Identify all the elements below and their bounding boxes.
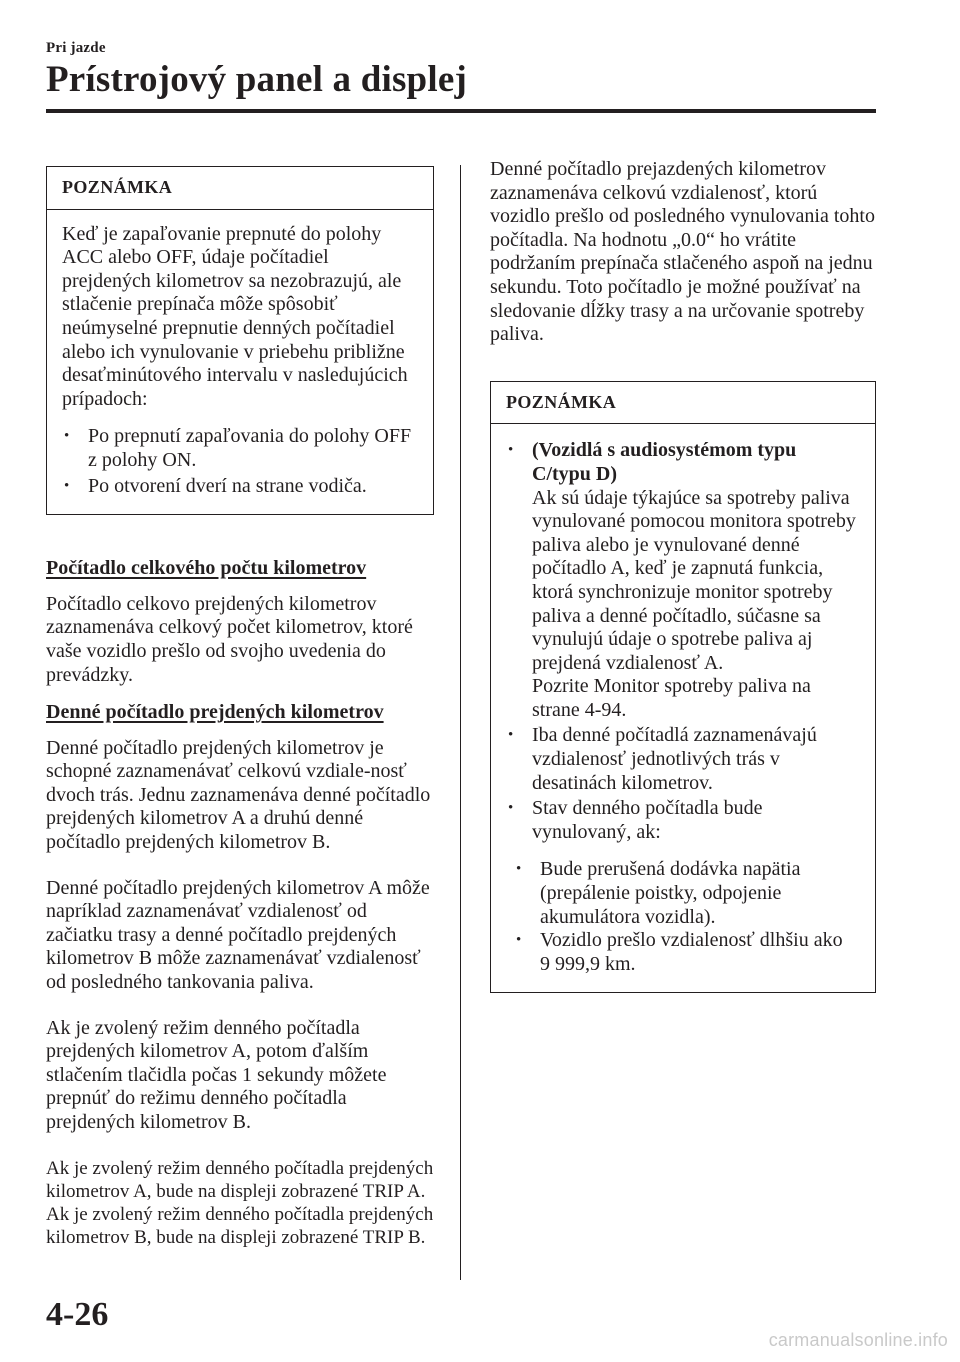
list-item: • (Vozidlá s audiosystémom typu C/typu D) Ak sú údaje týkajúce sa spotreby paliva vynulované pomocou monitora spotreby paliva alebo je vynulované denné počítadlo A, keď je zapnutá funkcia, ktorá synchronizuje monitor spotreby paliva a denné počítadlo, súčasne sa vynulujú údaje o spotrebe paliva aj prejdená vzdialenosť A. Pozrite Monitor spotreby paliva na strane 4-94. — [508, 439, 856, 721]
watermark: carmanualsonline.info — [768, 1330, 948, 1350]
left-column — [46, 166, 434, 1249]
right-column — [490, 158, 876, 993]
note-heading: POZNÁMKA — [47, 167, 433, 210]
bullet-icon: • — [64, 428, 70, 445]
bullet-icon: • — [508, 727, 514, 744]
bullet-icon: • — [516, 932, 522, 949]
list-item: • Vozidlo prešlo vzdialenosť dlhšiu ako 9 999,9 km. — [516, 929, 843, 975]
bullet-icon: • — [516, 861, 522, 878]
list-item: • Iba denné počítadlá zaznamenávajú vzdialenosť jednotlivých trás v desatinách kilometrov. — [508, 724, 817, 794]
page-reference: Pozrite Monitor spotreby paliva na strane 4-94. — [532, 675, 811, 721]
list-item: • Bude prerušená dodávka napätia (prepálenie poistky, odpojenie akumulátora vozidla). — [516, 858, 801, 928]
trip-paragraph-3: Ak je zvolený režim denného počítadla prejdených kilometrov A, potom ďalším stlačením tlačidla počas 1 sekundy môžete prepnúť do režimu denného počítadla prejdených kilometrov B. — [46, 1016, 387, 1133]
page-number: 4-26 — [46, 1296, 109, 1333]
note-heading: POZNÁMKA — [491, 382, 875, 425]
trip-paragraph-2: Denné počítadlo prejdených kilometrov A môže napríklad zaznamenávať vzdialenosť od začiatku trasy a denné počítadlo prejdených kilometrov B môže zaznamenávať vzdialenosť od posledného tankovania paliva. — [46, 876, 430, 994]
trip-intro-paragraph: Denné počítadlo prejazdených kilometrov zaznamenáva celkovú vzdialenosť, ktorú vozidlo prešlo od posledného vynulovania tohto počítadla. Na hodnotu „0.0“ ho vrátite podržaním prepínača stlačeného aspoň na jednu sekundu. Toto počítadlo je možné používať na sledovanie dĺžky trasy a na určovanie spotreby paliva. — [490, 158, 875, 346]
trip-meter-heading: Denné počítadlo prejdených kilometrov — [46, 701, 384, 724]
note-box-left — [46, 166, 434, 515]
bullet-icon: • — [508, 442, 514, 459]
column-divider — [460, 165, 461, 1280]
page-title: Prístrojový panel a displej — [46, 59, 467, 100]
note-box-right — [490, 381, 876, 994]
bullet-icon: • — [64, 477, 70, 494]
list-item: • Stav denného počítadla bude vynulovaný, ak: — [508, 797, 763, 843]
trip-paragraph-4: Ak je zvolený režim denného počítadla prejdených kilometrov A, bude na displeji zobrazené TRIP A. Ak je zvolený režim denného počítadla prejdených kilometrov B, bude na displeji zobrazené TRIP B. — [46, 1157, 434, 1248]
bullet-icon: • — [508, 800, 514, 817]
odometer-heading: Počítadlo celkového počtu kilometrov — [46, 557, 367, 580]
section-label: Pri jazde — [46, 40, 106, 56]
note-body — [47, 210, 433, 515]
sub-list — [516, 858, 857, 976]
list-item: • Po prepnutí zapaľovania do polohy OFF z polohy ON. — [64, 425, 412, 471]
trip-paragraph-1: Denné počítadlo prejdených kilometrov je schopné zaznamenávať celkovú vzdiale-nosť dvoch trás. Jednu zaznamenáva denné počítadlo prejdených kilometrov A a druhú denné počítadlo prejdených kilometrov B. — [46, 736, 431, 854]
note-bold-text: (Vozidlá s audiosystémom typu C/typu D) — [532, 439, 797, 485]
list-item: • Po otvorení dverí na strane vodiča. — [64, 474, 367, 497]
title-rule — [46, 109, 876, 113]
note-text: Keď je zapaľovanie prepnuté do polohy ACC alebo OFF, údaje počítadiel prejdených kilometrov sa nezobrazujú, ale stlačenie prepínača môže spôsobiť neúmyselné prepnutie denných počítadiel alebo ich vynulovanie v priebehu približne desaťminútového intervalu v nasledujúcich prípadoch: — [62, 222, 408, 410]
note-body — [491, 424, 875, 992]
odometer-paragraph: Počítadlo celkovo prejdených kilometrov zaznamenáva celkový počet kilometrov, ktoré vaše vozidlo prešlo od svojho uvedenia do prevádzky. — [46, 592, 413, 686]
